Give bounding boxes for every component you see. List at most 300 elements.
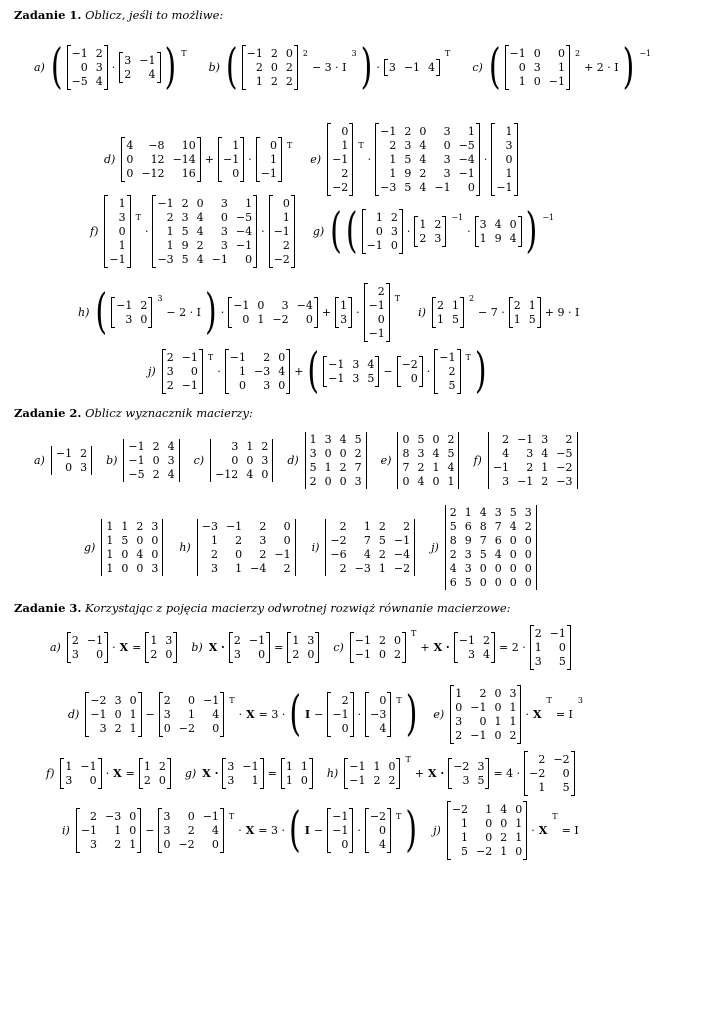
matrix-cell: −1	[549, 627, 566, 640]
matrix-cell: 1	[129, 708, 137, 721]
matrix-cell: 0	[432, 475, 440, 488]
matrix-cell: 0	[494, 576, 502, 589]
matrix-cell: 0	[509, 218, 517, 231]
matrix-cell: 2	[285, 61, 293, 74]
matrix-cell: −2	[90, 694, 107, 707]
matrix-cell: 3	[125, 313, 133, 326]
sup-2: 2	[468, 294, 475, 303]
sup-T: T	[135, 213, 141, 222]
z3-h-matrix-1	[344, 759, 400, 788]
matrix-cell: −1	[273, 225, 290, 238]
rparen: )	[360, 38, 373, 95]
label-z2-h: h)	[179, 541, 191, 554]
matrix-cell: 3	[124, 54, 132, 67]
matrix-cell: 0	[479, 562, 487, 575]
matrix-cell: 0	[283, 520, 291, 533]
op: ·	[261, 225, 265, 238]
sup-2: 2	[574, 49, 581, 58]
matrix-cell: 2	[378, 520, 386, 533]
label-z2-g: g)	[84, 541, 96, 554]
matrix-cell: 3	[95, 61, 103, 74]
matrix-cell: 1	[509, 715, 517, 728]
matrix-cell: 3	[388, 61, 396, 74]
matrix-cell: 3	[163, 810, 171, 823]
matrix-cell: −3	[354, 562, 371, 575]
z3-h-matrix-2	[448, 759, 489, 788]
matrix-cell: 1	[447, 475, 455, 488]
matrix-cell: −1	[496, 181, 513, 194]
matrix-cell: −5	[235, 211, 253, 224]
z3-c-matrix-1	[350, 633, 406, 662]
matrix-cell: 3	[455, 715, 463, 728]
matrix-cell: −5	[128, 468, 145, 481]
matrix-cell: 0	[196, 197, 204, 210]
matrix-cell: 3	[227, 774, 235, 787]
matrix-cell: −1	[332, 824, 349, 837]
lparen: (	[488, 38, 501, 95]
matrix-cell: 0	[494, 729, 502, 742]
z2-c-determinant	[210, 439, 273, 482]
matrix-cell: 2	[158, 760, 166, 773]
matrix-cell: −1	[202, 810, 219, 823]
matrix-cell: 4	[196, 253, 204, 266]
matrix-cell: −1	[368, 327, 385, 340]
matrix-cell: 0	[257, 299, 265, 312]
op: ·	[217, 365, 221, 378]
matrix-cell: 3	[434, 232, 442, 245]
matrix-cell: 3	[534, 655, 542, 668]
z3-c-matrix-3	[530, 626, 571, 669]
z1-row4	[78, 284, 579, 341]
matrix-cell: 3	[494, 506, 502, 519]
matrix-cell: 0	[126, 153, 134, 166]
matrix-cell: 1	[300, 760, 308, 773]
unknown-X: X ·	[202, 767, 219, 780]
matrix-cell: 3	[118, 211, 126, 224]
matrix-cell: 0	[163, 838, 171, 851]
matrix-cell: −1	[235, 239, 253, 252]
matrix-cell: 0	[377, 313, 385, 326]
matrix-cell: 2	[500, 831, 508, 844]
matrix-cell: 3	[352, 358, 360, 371]
matrix-cell: 2	[309, 475, 317, 488]
matrix-cell: 0	[494, 687, 502, 700]
matrix-cell: −1	[354, 648, 371, 661]
matrix-cell: 1	[485, 803, 493, 816]
label-z1-a: a)	[34, 61, 45, 74]
matrix-cell: −2	[393, 562, 411, 575]
matrix-cell: 0	[151, 534, 159, 547]
op: −	[314, 708, 324, 721]
matrix-cell: 0	[158, 774, 166, 787]
matrix-cell: 4	[339, 433, 347, 446]
matrix-cell: −1	[223, 153, 240, 166]
matrix-cell: −1	[274, 548, 291, 561]
matrix-cell: −1	[246, 47, 263, 60]
matrix-cell: 3	[151, 562, 159, 575]
label-z3-j: j)	[433, 824, 441, 837]
matrix-cell: 4	[419, 181, 427, 194]
matrix-cell: 0	[269, 139, 277, 152]
matrix-cell: 2	[541, 475, 549, 488]
matrix-cell: 0	[524, 562, 532, 575]
z2-i-determinant	[325, 519, 415, 576]
matrix-cell: 0	[557, 47, 565, 60]
lparen: (	[330, 202, 342, 259]
op: ·	[357, 824, 361, 837]
matrix-cell: 1	[285, 760, 293, 773]
sup-T: T	[207, 353, 214, 362]
z1-row5	[148, 342, 487, 399]
matrix-cell: 4	[379, 722, 387, 735]
matrix-cell: 5	[447, 447, 455, 460]
matrix-cell: 0	[410, 372, 418, 385]
matrix-cell: 2	[143, 774, 151, 787]
matrix-cell: 4	[419, 153, 427, 166]
matrix-cell: −4	[296, 299, 313, 312]
matrix-cell: 3	[227, 760, 235, 773]
op: = 4 ·	[493, 767, 521, 780]
matrix-cell: −1	[128, 454, 145, 467]
matrix-cell: 2	[417, 461, 425, 474]
label-z1-g: g)	[312, 225, 325, 238]
matrix-cell: 2	[419, 232, 427, 245]
matrix-cell: 4	[417, 475, 425, 488]
matrix-cell: 1	[509, 701, 517, 714]
matrix-cell: 1	[389, 167, 397, 180]
lparen: (	[225, 38, 238, 95]
matrix-cell: −2	[273, 253, 290, 266]
matrix-cell: −1	[203, 694, 220, 707]
matrix-cell: 0	[136, 562, 144, 575]
z2-e-determinant	[397, 432, 459, 489]
matrix-cell: 1	[121, 520, 129, 533]
matrix-cell: 0	[533, 75, 541, 88]
matrix-cell: −1	[260, 167, 277, 180]
matrix-cell: 2	[235, 534, 243, 547]
matrix-cell: 1	[150, 634, 158, 647]
sup-3: 3	[577, 696, 583, 705]
matrix-cell: 2	[378, 548, 386, 561]
matrix-cell: 0	[278, 379, 286, 392]
sup-T: T	[552, 812, 558, 821]
matrix-cell: −1	[368, 299, 385, 312]
op: −	[145, 824, 155, 837]
matrix-cell: 1	[282, 211, 290, 224]
matrix-cell: 3	[324, 433, 332, 446]
matrix-cell: 2	[71, 634, 79, 647]
matrix-cell: 0	[524, 576, 532, 589]
sup-T: T	[229, 696, 235, 705]
matrix-cell: −1	[116, 299, 133, 312]
matrix-cell: 3	[404, 139, 412, 152]
matrix-cell: 1	[518, 75, 526, 88]
op: +	[294, 365, 304, 378]
op: ·	[144, 225, 149, 238]
matrix-cell: −1	[181, 351, 198, 364]
matrix-cell: 8	[402, 447, 410, 460]
matrix-cell: 7	[402, 461, 410, 474]
matrix-cell: 5	[479, 548, 487, 561]
matrix-cell: 5	[509, 506, 517, 519]
op: ·	[238, 708, 243, 721]
matrix-cell: 3	[467, 648, 475, 661]
matrix-cell: 4	[428, 61, 436, 74]
matrix-cell: 0	[212, 722, 220, 735]
matrix-cell: 1	[129, 838, 137, 851]
sup-T: T	[394, 294, 401, 303]
matrix-cell: 0	[390, 239, 398, 252]
matrix-cell: 2	[270, 75, 278, 88]
label-z2-e: e)	[380, 454, 392, 467]
matrix-cell: 4	[211, 824, 219, 837]
z1-j-matrix-2	[225, 350, 290, 393]
matrix-cell: −2	[451, 803, 469, 816]
matrix-cell: 2	[233, 634, 241, 647]
matrix-cell: 2	[166, 351, 174, 364]
sup-T: T	[396, 812, 402, 821]
matrix-cell: 3	[309, 447, 317, 460]
z1-subtitle: Oblicz, jeśli to możliwe:	[85, 8, 224, 22]
matrix-cell: 0	[245, 253, 253, 266]
matrix-cell: 1	[246, 440, 254, 453]
matrix-cell: 0	[509, 576, 517, 589]
matrix-cell: 3	[220, 225, 228, 238]
matrix-cell: 0	[533, 47, 541, 60]
matrix-cell: 0	[443, 139, 451, 152]
matrix-cell: −1	[380, 125, 397, 138]
matrix-cell: 3	[151, 520, 159, 533]
matrix-cell: 5	[558, 655, 566, 668]
matrix-cell: 0	[375, 225, 383, 238]
matrix-cell: 5	[404, 181, 412, 194]
matrix-cell: 0	[300, 774, 308, 787]
matrix-cell: 1	[255, 75, 263, 88]
op: −	[145, 708, 155, 721]
op: ·	[525, 708, 529, 721]
matrix-cell: 0	[188, 694, 195, 707]
z2-a-determinant	[51, 446, 92, 475]
matrix-cell: 0	[479, 576, 487, 589]
rparen: )	[405, 685, 418, 742]
z3-title: Zadanie 3.	[14, 601, 82, 615]
unknown-X: X ·	[433, 641, 450, 654]
matrix-cell: 3	[220, 197, 228, 210]
z2-j-determinant	[445, 505, 537, 590]
matrix-cell: 5	[477, 774, 485, 787]
matrix-cell: 1	[106, 534, 114, 547]
matrix-cell: 3	[443, 125, 451, 138]
z1-g-matrix-3	[475, 217, 522, 246]
matrix-cell: 8	[449, 534, 457, 547]
matrix-cell: 2	[263, 351, 271, 364]
matrix-cell: 5	[309, 461, 317, 474]
z2-title: Zadanie 2.	[14, 406, 82, 420]
matrix-cell: 1	[373, 760, 381, 773]
matrix-cell: 2	[354, 447, 362, 460]
matrix-cell: 0	[509, 548, 517, 561]
label-z3-a: a)	[50, 641, 61, 654]
matrix-cell: 0	[151, 548, 159, 561]
matrix-cell: 1	[210, 534, 218, 547]
lparen: (	[50, 38, 63, 95]
matrix-cell: −1	[332, 810, 349, 823]
matrix-cell: 5	[367, 372, 375, 385]
op: −	[313, 824, 324, 837]
z1-j-matrix-3	[323, 357, 379, 386]
label-z1-d: d)	[104, 153, 116, 166]
matrix-cell: 2	[534, 627, 542, 640]
matrix-cell: −1	[548, 75, 565, 88]
matrix-cell: 1	[538, 781, 546, 794]
z1-i-matrix-2	[509, 298, 541, 327]
matrix-cell: 1	[479, 232, 487, 245]
matrix-cell: 1	[324, 461, 332, 474]
z1-a-matrix-1	[67, 46, 108, 89]
matrix-cell: 4	[278, 365, 286, 378]
z3-row1	[50, 626, 571, 669]
lparen: (	[345, 202, 358, 259]
label-z1-h: h)	[78, 306, 90, 319]
matrix-cell: 5	[464, 576, 472, 589]
op: =	[132, 641, 142, 654]
matrix-cell: 1	[389, 153, 397, 166]
matrix-cell: −1	[71, 47, 88, 60]
matrix-cell: −2	[369, 810, 387, 823]
matrix-cell: 2	[163, 694, 171, 707]
matrix-cell: −1	[332, 708, 349, 721]
matrix-cell: −4	[458, 153, 475, 166]
matrix-cell: 0	[96, 648, 104, 661]
matrix-cell: 2	[339, 520, 347, 533]
matrix-cell: 3	[477, 760, 485, 773]
matrix-cell: −12	[141, 167, 165, 180]
z2-subtitle: Oblicz wyznacznik macierzy:	[85, 406, 253, 420]
matrix-cell: 0	[402, 433, 410, 446]
matrix-cell: 2	[166, 211, 174, 224]
matrix-cell: 2	[390, 211, 398, 224]
matrix-cell: 3	[352, 372, 360, 385]
matrix-cell: 4	[500, 803, 508, 816]
matrix-cell: 0	[136, 534, 144, 547]
matrix-cell: 1	[285, 774, 293, 787]
matrix-cell: 0	[379, 648, 386, 661]
matrix-cell: 1	[515, 817, 523, 830]
matrix-cell: 0	[562, 767, 570, 780]
matrix-cell: 0	[341, 722, 349, 735]
matrix-cell: 1	[251, 774, 259, 787]
matrix-cell: 5	[354, 433, 362, 446]
matrix-cell: 4	[541, 447, 549, 460]
z3-f-matrix-2	[139, 759, 171, 788]
matrix-cell: 0	[558, 641, 566, 654]
matrix-cell: 2	[339, 562, 347, 575]
z1-row3	[90, 196, 554, 267]
label-z3-h: h)	[326, 767, 339, 780]
matrix-cell: 0	[246, 454, 254, 467]
unknown-X: X	[532, 708, 542, 721]
z1-j-matrix-4	[397, 357, 423, 386]
matrix-cell: 1	[541, 461, 549, 474]
matrix-cell: −1	[328, 358, 345, 371]
matrix-cell: 3	[462, 774, 470, 787]
matrix-cell: 7	[494, 520, 502, 533]
op: ·	[426, 365, 431, 378]
op: + 9 · I	[544, 306, 580, 319]
matrix-cell: 2	[482, 634, 490, 647]
sup-inv: −1	[542, 213, 555, 222]
z3-d-matrix-3	[327, 693, 353, 736]
z2-row2	[84, 505, 537, 590]
matrix-cell: −3	[201, 520, 218, 533]
matrix-cell: 5	[451, 313, 459, 326]
z3-g-matrix-1	[222, 759, 263, 788]
matrix-cell: 4	[494, 218, 502, 231]
matrix-cell: 3	[443, 167, 451, 180]
matrix-cell: −12	[215, 468, 239, 481]
matrix-cell: 0	[455, 701, 463, 714]
z3-i-matrix-2	[158, 809, 223, 852]
matrix-cell: 1	[118, 197, 126, 210]
matrix-cell: −3	[380, 181, 397, 194]
matrix-cell: −1	[86, 634, 104, 647]
matrix-cell: 1	[436, 313, 444, 326]
matrix-cell: 3	[443, 153, 451, 166]
matrix-cell: 2	[449, 548, 457, 561]
op: − 3 · I	[311, 61, 347, 74]
matrix-cell: 4	[363, 548, 371, 561]
matrix-cell: 6	[464, 520, 472, 533]
matrix-cell: −1	[332, 153, 349, 166]
matrix-cell: −1	[492, 461, 510, 474]
matrix-cell: −1	[80, 824, 98, 837]
matrix-cell: −1	[393, 534, 411, 547]
z1-e-matrix-1	[327, 124, 353, 195]
lparen: (	[307, 342, 320, 399]
matrix-cell: 3	[541, 433, 549, 446]
matrix-cell: 3	[114, 694, 122, 707]
z1-d-matrix-2	[218, 138, 244, 181]
z3-subtitle: Korzystając z pojęcia macierzy odwrotnej rozwiąż równanie macierzowe:	[85, 601, 511, 615]
matrix-cell: 9	[464, 534, 472, 547]
matrix-cell: −1	[90, 708, 107, 721]
matrix-cell: 1	[341, 139, 349, 152]
op: = 2 ·	[498, 641, 526, 654]
matrix-cell: 3	[502, 475, 510, 488]
matrix-cell: 0	[524, 548, 532, 561]
sup-T: T	[546, 696, 552, 705]
matrix-cell: 2	[270, 47, 278, 60]
matrix-cell: 0	[80, 61, 88, 74]
z2-h-determinant	[197, 519, 296, 576]
matrix-cell: −2	[178, 722, 195, 735]
matrix-cell: 4	[502, 447, 510, 460]
matrix-cell: 1	[65, 760, 73, 773]
sup-T: T	[405, 755, 411, 764]
op: ·	[356, 306, 360, 319]
z1-d-matrix-1	[121, 138, 200, 181]
matrix-cell: 2	[524, 520, 532, 533]
matrix-cell: 3	[167, 454, 175, 467]
sup-2: 2	[302, 49, 308, 58]
matrix-cell: 0	[235, 548, 243, 561]
matrix-cell: 0	[121, 562, 129, 575]
matrix-cell: 4	[367, 358, 375, 371]
matrix-cell: 1	[166, 239, 174, 252]
matrix-cell: 3	[90, 838, 98, 851]
z3-d-matrix-2	[159, 693, 224, 736]
matrix-cell: 0	[285, 47, 293, 60]
